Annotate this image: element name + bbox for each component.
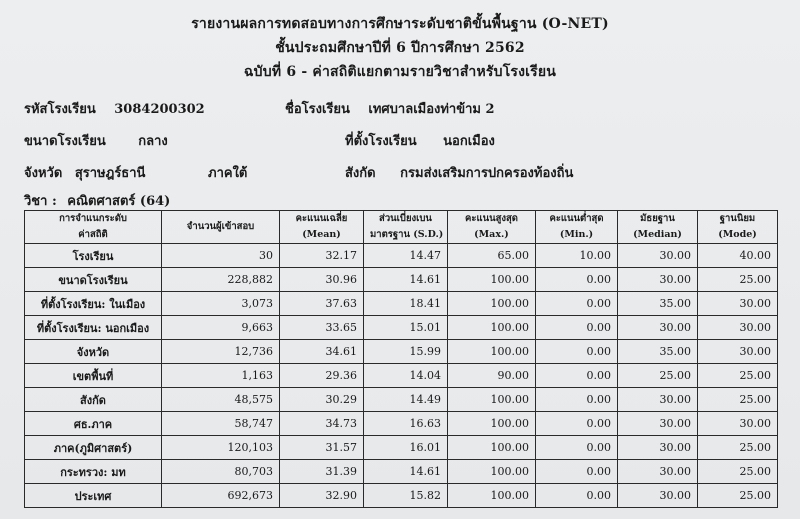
value-cell: 30.00 [618, 268, 698, 292]
value-cell: 100.00 [448, 412, 536, 436]
value-cell: 228,882 [162, 268, 280, 292]
school-region [208, 162, 247, 183]
column-header-line1: จำนวนผู้เข้าสอบ [186, 221, 255, 232]
school-code-value: 3084200302 [114, 102, 205, 117]
row-label-cell: กระทรวง: มท [25, 460, 162, 484]
value-cell: 0.00 [536, 364, 618, 388]
report-title [0, 12, 800, 84]
value-cell: 80,703 [162, 460, 280, 484]
column-header-line2: (Median) [633, 229, 682, 240]
column-header-line1: ฐานนิยม [719, 213, 756, 224]
value-cell: 0.00 [536, 484, 618, 508]
column-header [25, 211, 162, 244]
column-header-line2: (Max.) [474, 229, 509, 240]
value-cell: 32.17 [280, 244, 364, 268]
value-cell: 16.63 [364, 412, 448, 436]
column-header-line2: มาตรฐาน (S.D.) [370, 229, 444, 240]
school-code-label: รหัสโรงเรียน [24, 102, 96, 117]
value-cell: 34.73 [280, 412, 364, 436]
column-header [280, 211, 364, 244]
value-cell: 100.00 [448, 340, 536, 364]
table-row [25, 388, 778, 412]
value-cell: 10.00 [536, 244, 618, 268]
column-header [448, 211, 536, 244]
value-cell: 1,163 [162, 364, 280, 388]
value-cell: 0.00 [536, 412, 618, 436]
row-label-cell: สังกัด [25, 388, 162, 412]
row-label-cell: จังหวัด [25, 340, 162, 364]
value-cell: 30.00 [698, 412, 778, 436]
value-cell: 48,575 [162, 388, 280, 412]
column-header-line1: คะแนนสูงสุด [465, 213, 518, 224]
school-location-value: นอกเมือง [443, 134, 495, 149]
value-cell: 14.04 [364, 364, 448, 388]
value-cell: 9,663 [162, 316, 280, 340]
value-cell: 100.00 [448, 484, 536, 508]
value-cell: 30.00 [618, 388, 698, 412]
value-cell: 35.00 [618, 292, 698, 316]
affiliation-value: กรมส่งเสริมการปกครองท้องถิ่น [400, 166, 574, 181]
column-header-line1: การจำแนกระดับ [59, 213, 127, 224]
value-cell: 30.00 [698, 340, 778, 364]
value-cell: 14.61 [364, 460, 448, 484]
school-code [24, 98, 205, 119]
subject-label: วิชา : [24, 194, 57, 209]
value-cell: 30 [162, 244, 280, 268]
school-name-label: ชื่อโรงเรียน [285, 102, 350, 117]
value-cell: 0.00 [536, 292, 618, 316]
school-affiliation [345, 162, 573, 183]
row-label-cell: ขนาดโรงเรียน [25, 268, 162, 292]
value-cell: 0.00 [536, 316, 618, 340]
row-label-cell: ภาค(ภูมิศาสตร์) [25, 436, 162, 460]
value-cell: 14.47 [364, 244, 448, 268]
region-value: ภาคใต้ [208, 166, 248, 181]
value-cell: 37.63 [280, 292, 364, 316]
table-row [25, 340, 778, 364]
value-cell: 30.00 [618, 484, 698, 508]
row-label-cell: เขตพื้นที่ [25, 364, 162, 388]
school-location [345, 130, 495, 151]
title-line-2: ชั้นประถมศึกษาปีที่ 6 ปีการศึกษา 2562 [275, 40, 525, 56]
school-location-label: ที่ตั้งโรงเรียน [345, 134, 417, 149]
value-cell: 100.00 [448, 460, 536, 484]
value-cell: 12,736 [162, 340, 280, 364]
school-province [24, 162, 145, 183]
column-header-line1: มัธยฐาน [640, 213, 675, 224]
table-row [25, 316, 778, 340]
row-label-cell: ศธ.ภาค [25, 412, 162, 436]
table-row [25, 412, 778, 436]
value-cell: 25.00 [698, 388, 778, 412]
value-cell: 90.00 [448, 364, 536, 388]
value-cell: 29.36 [280, 364, 364, 388]
province-value: สุราษฎร์ธานี [74, 166, 146, 181]
column-header-line1: ส่วนเบี่ยงเบน [379, 213, 432, 224]
school-name [285, 98, 495, 119]
column-header [618, 211, 698, 244]
school-name-value: เทศบาลเมืองท่าข้าม 2 [368, 102, 495, 117]
value-cell: 15.01 [364, 316, 448, 340]
value-cell: 32.90 [280, 484, 364, 508]
value-cell: 692,673 [162, 484, 280, 508]
column-header-line2: ค่าสถิติ [78, 229, 108, 240]
value-cell: 30.00 [618, 412, 698, 436]
row-label-cell: ประเทศ [25, 484, 162, 508]
value-cell: 35.00 [618, 340, 698, 364]
value-cell: 30.00 [618, 316, 698, 340]
table-body [25, 244, 778, 508]
value-cell: 25.00 [698, 436, 778, 460]
value-cell: 15.99 [364, 340, 448, 364]
value-cell: 58,747 [162, 412, 280, 436]
value-cell: 100.00 [448, 388, 536, 412]
table-row [25, 364, 778, 388]
value-cell: 100.00 [448, 436, 536, 460]
value-cell: 0.00 [536, 460, 618, 484]
column-header-line1: คะแนนต่ำสุด [549, 213, 604, 224]
table-row [25, 244, 778, 268]
subject [24, 190, 170, 211]
school-size [24, 130, 168, 151]
value-cell: 25.00 [698, 268, 778, 292]
table-header-row [25, 211, 778, 244]
value-cell: 25.00 [698, 484, 778, 508]
school-size-value: กลาง [138, 134, 168, 149]
affiliation-label: สังกัด [345, 166, 376, 181]
value-cell: 100.00 [448, 292, 536, 316]
table-row [25, 292, 778, 316]
column-header-line1: คะแนนเฉลี่ย [295, 213, 348, 224]
value-cell: 0.00 [536, 268, 618, 292]
value-cell: 30.00 [618, 436, 698, 460]
value-cell: 14.61 [364, 268, 448, 292]
value-cell: 40.00 [698, 244, 778, 268]
value-cell: 30.00 [698, 292, 778, 316]
value-cell: 0.00 [536, 388, 618, 412]
value-cell: 30.96 [280, 268, 364, 292]
value-cell: 30.00 [618, 460, 698, 484]
value-cell: 25.00 [698, 460, 778, 484]
value-cell: 15.82 [364, 484, 448, 508]
row-label-cell: ที่ตั้งโรงเรียน: ในเมือง [25, 292, 162, 316]
table-row [25, 460, 778, 484]
value-cell: 31.57 [280, 436, 364, 460]
column-header-line2: (Mode) [718, 229, 757, 240]
value-cell: 25.00 [618, 364, 698, 388]
table-row [25, 484, 778, 508]
table-row [25, 436, 778, 460]
value-cell: 3,073 [162, 292, 280, 316]
column-header [364, 211, 448, 244]
value-cell: 16.01 [364, 436, 448, 460]
column-header-line2: (Min.) [559, 229, 594, 240]
value-cell: 65.00 [448, 244, 536, 268]
title-line-3: ฉบับที่ 6 - ค่าสถิติแยกตามรายวิชาสำหรับโรงเรียน [243, 64, 557, 80]
column-header [162, 211, 280, 244]
province-label: จังหวัด [24, 166, 63, 181]
value-cell: 30.29 [280, 388, 364, 412]
value-cell: 18.41 [364, 292, 448, 316]
subject-value: คณิตศาสตร์ (64) [67, 194, 171, 209]
value-cell: 30.00 [698, 316, 778, 340]
value-cell: 100.00 [448, 316, 536, 340]
title-line-1: รายงานผลการทดสอบทางการศึกษาระดับชาติขั้นพื้นฐาน (O-NET) [191, 16, 609, 32]
table-row [25, 268, 778, 292]
row-label-cell: ที่ตั้งโรงเรียน: นอกเมือง [25, 316, 162, 340]
value-cell: 0.00 [536, 340, 618, 364]
row-label-cell: โรงเรียน [25, 244, 162, 268]
column-header [536, 211, 618, 244]
value-cell: 120,103 [162, 436, 280, 460]
value-cell: 14.49 [364, 388, 448, 412]
column-header-line2: (Mean) [302, 229, 341, 240]
value-cell: 100.00 [448, 268, 536, 292]
value-cell: 31.39 [280, 460, 364, 484]
value-cell: 33.65 [280, 316, 364, 340]
school-size-label: ขนาดโรงเรียน [24, 134, 106, 149]
column-header [698, 211, 778, 244]
value-cell: 25.00 [698, 364, 778, 388]
value-cell: 0.00 [536, 436, 618, 460]
statistics-table [24, 210, 778, 508]
value-cell: 30.00 [618, 244, 698, 268]
value-cell: 34.61 [280, 340, 364, 364]
